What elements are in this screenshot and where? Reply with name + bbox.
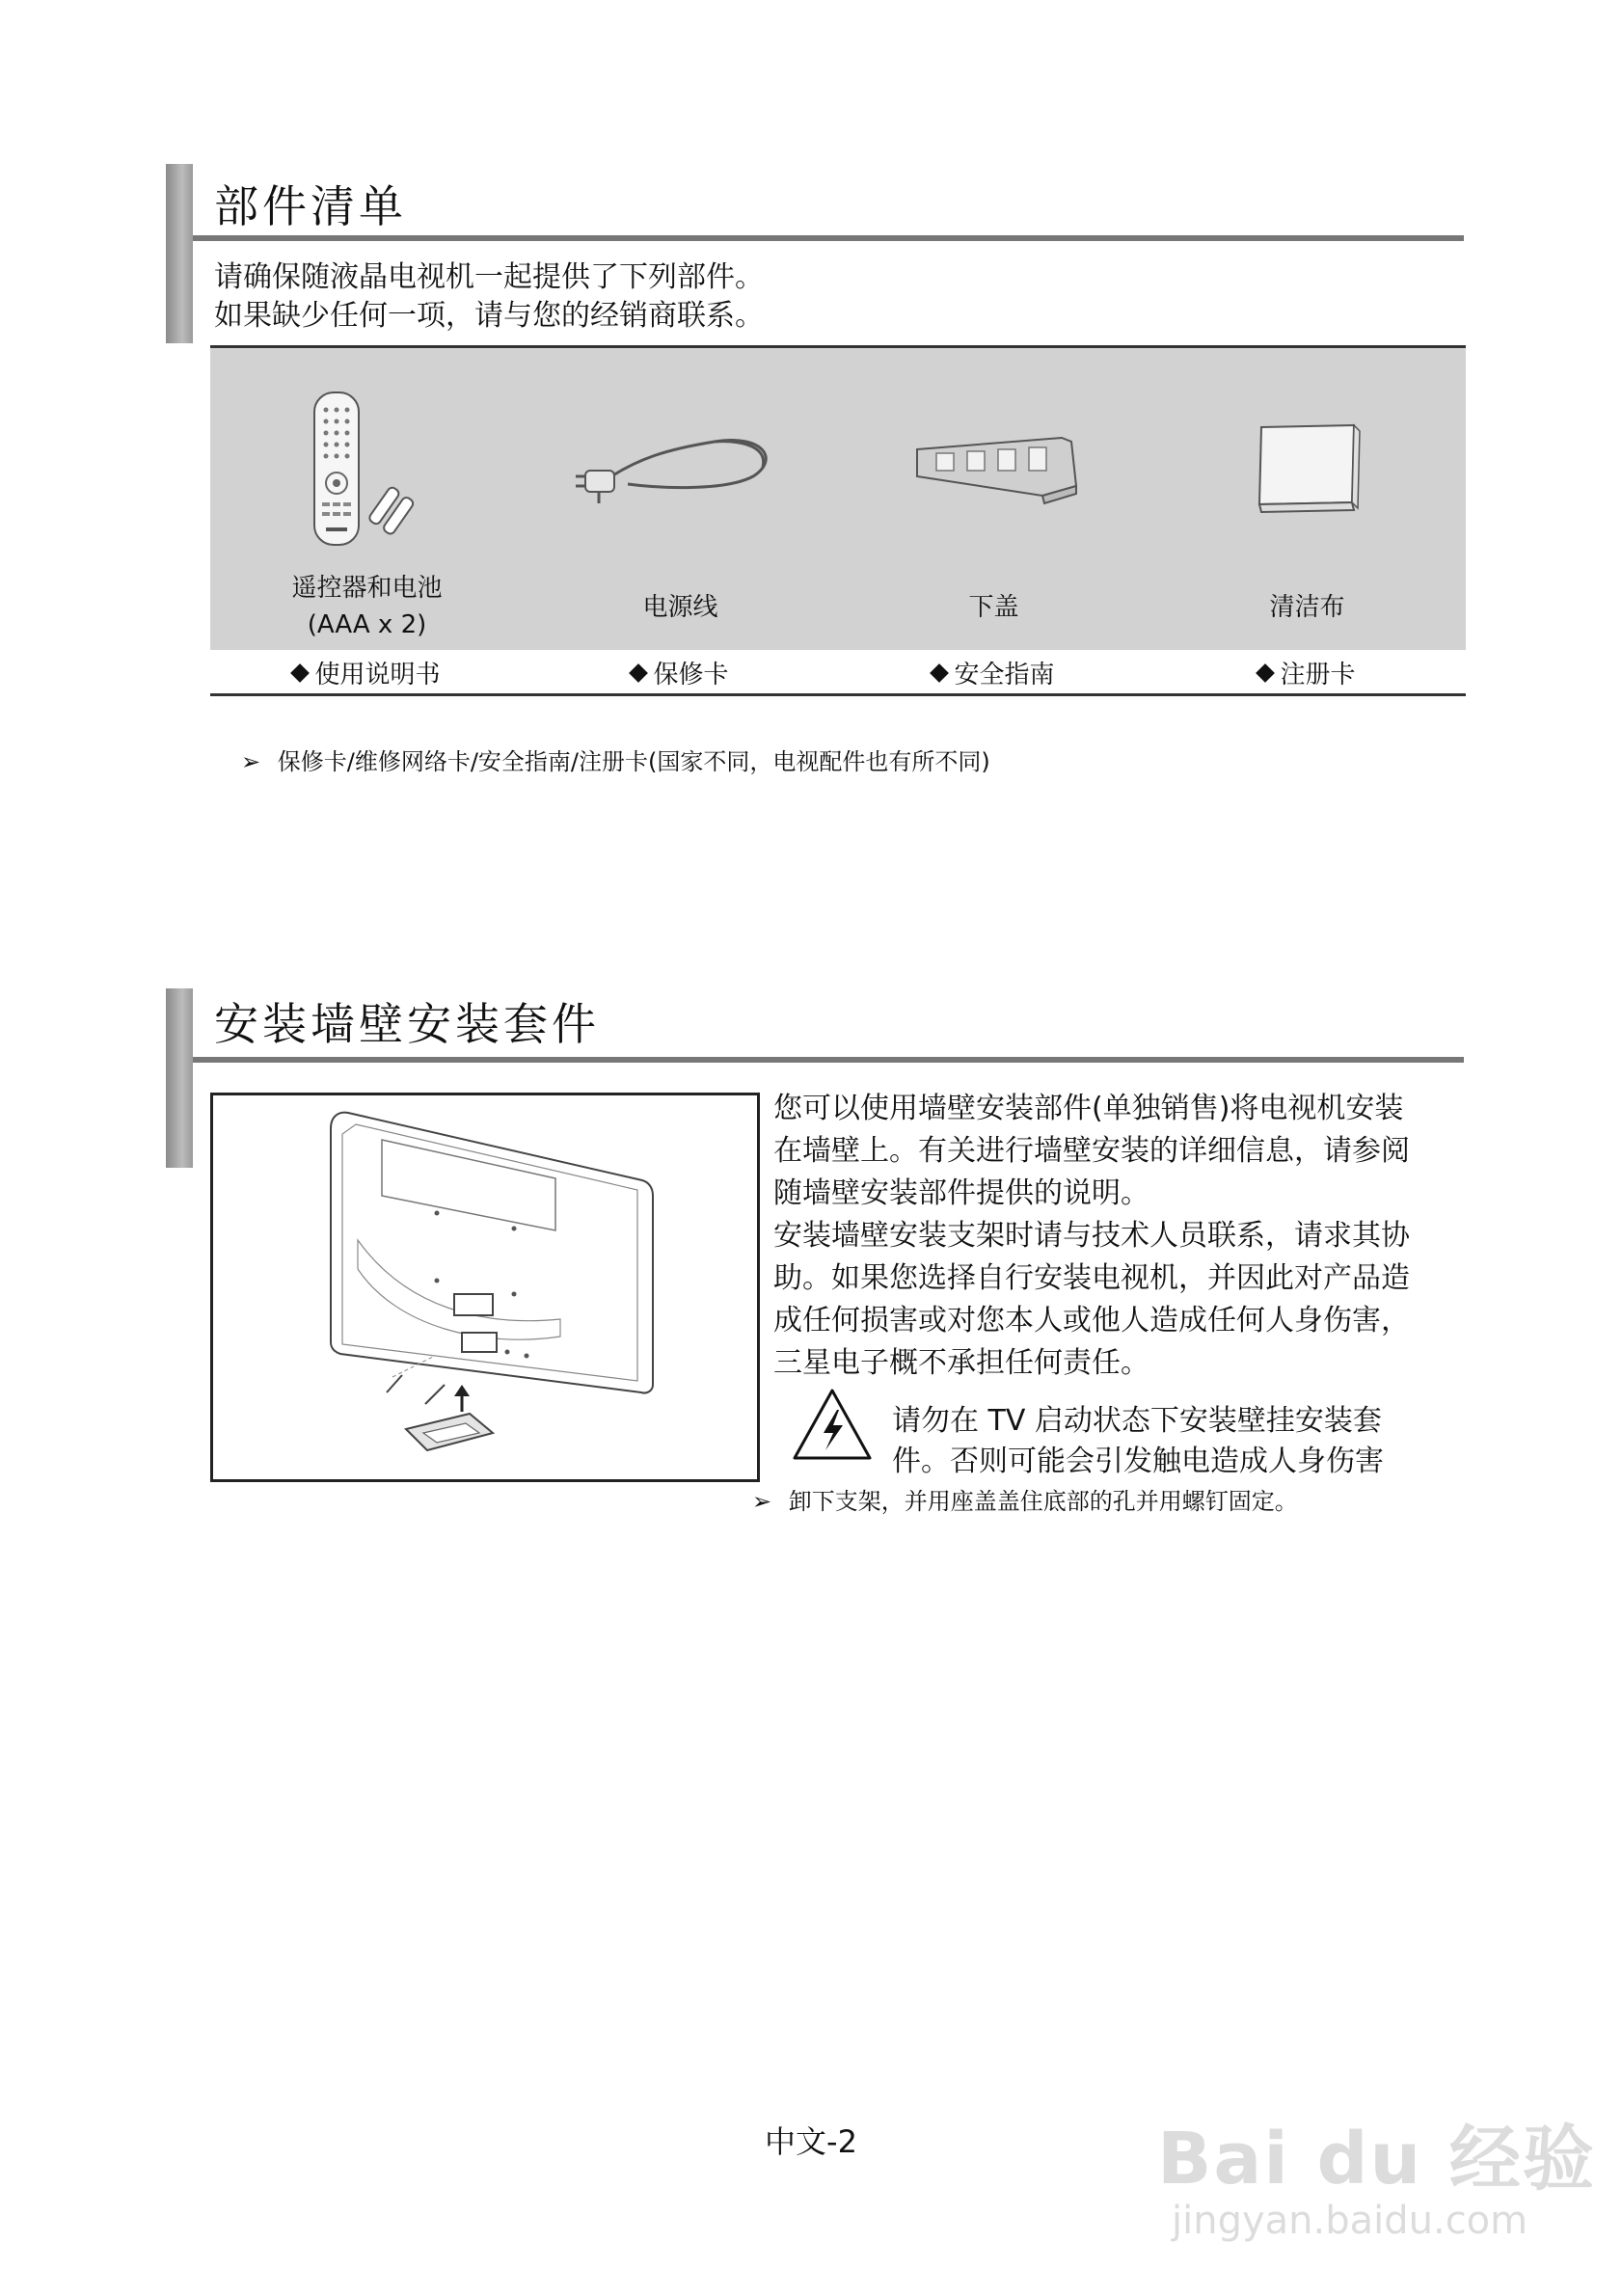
baidu-watermark-url xyxy=(1172,2199,1527,2243)
desc-line: 您可以使用墙壁安装部件(单独销售)将电视机安装 xyxy=(773,1092,1404,1125)
part-cleaning-cloth xyxy=(1150,348,1464,650)
section-title-wall-mount: 安装墙壁安装套件 xyxy=(214,998,600,1050)
cleaning-cloth-icon xyxy=(1150,377,1464,560)
bottom-cover-icon xyxy=(837,377,1150,560)
parts-panel xyxy=(210,345,1466,650)
wall-mount-description xyxy=(773,1088,1468,1385)
part-label-cleaning-cloth: 清洁布 xyxy=(1269,593,1345,622)
part-label-bottom-cover: 下盖 xyxy=(968,593,1019,622)
doc-registration-card xyxy=(1150,655,1464,690)
section-title-rule xyxy=(193,235,1464,241)
desc-line: 随墙壁安装部件提供的说明。 xyxy=(773,1176,1149,1210)
page-number: 中文-2 xyxy=(765,2123,857,2160)
part-bottom-cover xyxy=(837,348,1150,650)
doc-label: 使用说明书 xyxy=(314,661,441,689)
desc-line: 安装墙壁安装支架时请与技术人员联系，请求其协 xyxy=(773,1219,1410,1253)
part-label-power-cord: 电源线 xyxy=(642,593,718,622)
arrow-bullet-icon: ➢ xyxy=(752,1488,772,1515)
wall-mount-illustration xyxy=(210,1093,760,1482)
documents-row xyxy=(210,647,1466,696)
watermark-brand: Bai du 经验 xyxy=(1157,2118,1596,2201)
part-remote xyxy=(210,348,524,650)
part-label-remote xyxy=(210,570,524,643)
diamond-bullet-icon xyxy=(630,663,649,683)
desc-line: 成任何损害或对您本人或他人造成任何人身伤害， xyxy=(773,1304,1410,1337)
doc-user-manual xyxy=(210,655,524,690)
tv-back-illustration xyxy=(213,1095,757,1479)
diamond-bullet-icon xyxy=(931,663,950,683)
diamond-bullet-icon xyxy=(291,663,311,683)
warning-line-1: 请勿在 TV 启动状态下安装壁挂安装套 xyxy=(892,1404,1382,1438)
parts-note xyxy=(241,743,990,776)
watermark-url-text: jingyan.baidu.com xyxy=(1172,2199,1528,2243)
doc-safety-guide xyxy=(837,655,1150,690)
power-cord-icon xyxy=(524,377,837,560)
remote-control-icon xyxy=(210,377,524,560)
doc-label: 安全指南 xyxy=(954,661,1055,689)
wall-mount-note xyxy=(752,1482,1298,1516)
baidu-watermark-logo xyxy=(1157,2102,1596,2204)
doc-warranty-card xyxy=(524,655,837,690)
intro-line-2: 如果缺少任何一项，请与您的经销商联系。 xyxy=(214,299,764,333)
part-power-cord xyxy=(524,348,837,650)
electric-shock-warning-icon xyxy=(791,1387,874,1468)
section-marker-bar xyxy=(166,988,193,1168)
section-title-parts: 部件清单 xyxy=(214,180,407,232)
wall-mount-note-text: 卸下支架，并用座盖盖住底部的孔并用螺钉固定。 xyxy=(788,1488,1298,1515)
desc-line: 助。如果您选择自行安装电视机，并因此对产品造 xyxy=(773,1261,1410,1295)
warning-text xyxy=(892,1401,1432,1482)
arrow-bullet-icon: ➢ xyxy=(241,748,261,775)
part-label-remote-line1: 遥控器和电池 xyxy=(291,574,443,603)
parts-note-text: 保修卡/维修网络卡/安全指南/注册卡(国家不同，电视配件也有所不同) xyxy=(277,748,990,775)
warning-line-2: 件。否则可能会引发触电造成人身伤害 xyxy=(892,1445,1384,1478)
section-marker-bar xyxy=(166,164,193,343)
part-label-remote-line2: (AAA x 2) xyxy=(307,610,427,639)
diamond-bullet-icon xyxy=(1257,663,1276,683)
desc-line: 三星电子概不承担任何责任。 xyxy=(773,1346,1149,1380)
desc-line: 在墙壁上。有关进行墙壁安装的详细信息，请参阅 xyxy=(773,1134,1410,1168)
doc-label: 注册卡 xyxy=(1280,661,1356,689)
intro-line-1: 请确保随液晶电视机一起提供了下列部件。 xyxy=(214,260,764,294)
section-title-rule xyxy=(193,1057,1464,1063)
doc-label: 保修卡 xyxy=(653,661,729,689)
